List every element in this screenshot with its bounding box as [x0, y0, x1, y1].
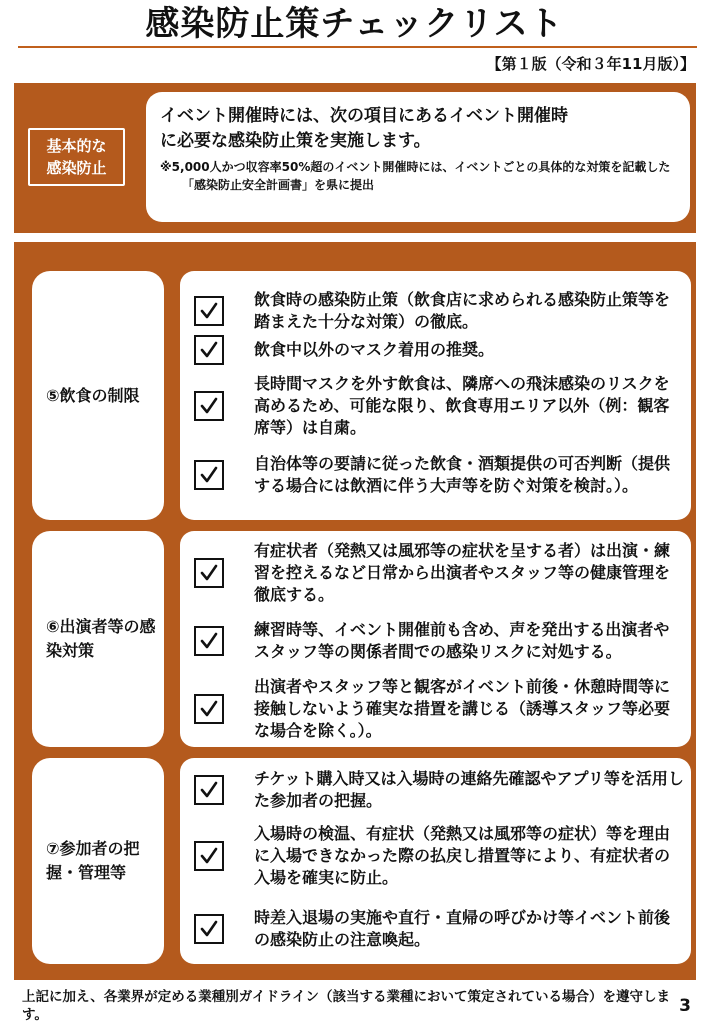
checklist-item-text: 有症状者（発熱又は風邪等の症状を呈する者）は出演・練習を控えるなど日常から出演者やスタッフ等の健康管理を徹底する。 — [254, 541, 671, 604]
checklist-item-text: 飲食時の感染防止策（飲食店に求められる感染防止策等を踏まえた十分な対策）の徹底。 — [254, 290, 671, 331]
checklist-group-food — [180, 271, 691, 520]
checklist-item-text: 長時間マスクを外す飲食は、隣席への飛沫感染のリスクを高めるため、可能な限り、飲食専用エリア以外（例：観客席等）は自粛。 — [254, 374, 670, 437]
page-number: 3 — [679, 996, 691, 1016]
checklist-item[interactable] — [180, 764, 691, 816]
checked-box-icon[interactable] — [194, 391, 224, 421]
checklist-group-participants — [180, 758, 691, 964]
checklist-item-text: 自治体等の要請に従った飲食・酒類提供の可否判断（提供する場合には飲酒に伴う大声等を防ぐ対策を検討。）。 — [254, 454, 671, 495]
checklist-item[interactable] — [180, 441, 691, 509]
checklist-item[interactable] — [180, 285, 691, 337]
checked-box-icon[interactable] — [194, 775, 224, 805]
checklist-item-text: 飲食中以外のマスク着用の推奨。 — [254, 340, 495, 359]
checklist-item[interactable] — [180, 674, 691, 744]
checklist-item-text: チケット購入時又は入場時の連絡先確認やアプリ等を活用した参加者の把握。 — [254, 769, 684, 810]
checklist-item-text: 入場時の検温、有症状（発熱又は風邪等の症状）等を理由に入場できなかった際の払戻し措置等により、有症状者の入場を確実に防止。 — [254, 824, 671, 887]
checklist-item-text: 時差入退場の実施や直行・直帰の呼びかけ等イベント前後の感染防止の注意喚起。 — [254, 908, 671, 949]
checklist-item-text: 練習時等、イベント開催前も含め、声を発出する出演者やスタッフ等の関係者間での感染リスクに対処する。 — [254, 620, 670, 661]
category-label-text: ⑦参加者の把握・管理等 — [46, 839, 140, 882]
basic-main-line1: イベント開催時には、次の項目にあるイベント開催時 — [160, 106, 568, 126]
checklist-item[interactable] — [180, 335, 691, 365]
checklist-item[interactable] — [180, 820, 691, 892]
basic-note: ※5,000人かつ収容率50%超のイベント開催時には、イベントごとの具体的な対策を記載した「感染防止安全計画書」を県に提出 — [160, 160, 671, 192]
checked-box-icon[interactable] — [194, 558, 224, 588]
category-label-text: ⑥出演者等の感染対策 — [46, 617, 156, 660]
checked-box-icon[interactable] — [194, 626, 224, 656]
checked-box-icon[interactable] — [194, 460, 224, 490]
page-title: 感染防止策チェックリスト — [145, 4, 564, 44]
checked-box-icon[interactable] — [194, 914, 224, 944]
basic-label-line1: 基本的な — [46, 137, 107, 155]
checklist-item[interactable] — [180, 537, 691, 609]
basic-measures-label — [28, 128, 125, 186]
checked-box-icon[interactable] — [194, 296, 224, 326]
footer-note: 上記に加え、各業界が定める業種別ガイドライン（該当する業種において策定されている場合）を遵守します。 — [22, 989, 670, 1023]
category-label-participants — [32, 758, 164, 964]
checklist-group-performers — [180, 531, 691, 747]
checklist-item[interactable] — [180, 371, 691, 441]
edition-label: 【第１版（令和３年11月版）】 — [486, 55, 695, 73]
checked-box-icon[interactable] — [194, 694, 224, 724]
basic-main-text — [160, 104, 680, 154]
category-label-food — [32, 271, 164, 520]
category-label-text: ⑤飲食の制限 — [46, 385, 140, 405]
checked-box-icon[interactable] — [194, 841, 224, 871]
basic-measures-box — [146, 92, 690, 222]
checklist-item[interactable] — [180, 904, 691, 954]
basic-label-line2: 感染防止 — [46, 159, 107, 177]
category-label-performers — [32, 531, 164, 747]
basic-main-line2: に必要な感染防止策を実施します。 — [160, 131, 431, 151]
title-underline — [18, 46, 697, 48]
checked-box-icon[interactable] — [194, 335, 224, 365]
checklist-item[interactable] — [180, 606, 691, 676]
checklist-item-text: 出演者やスタッフ等と観客がイベント前後・休憩時間等に接触しないよう確実な措置を講じる（誘導スタッフ等必要な場合を除く。）。 — [254, 677, 671, 740]
